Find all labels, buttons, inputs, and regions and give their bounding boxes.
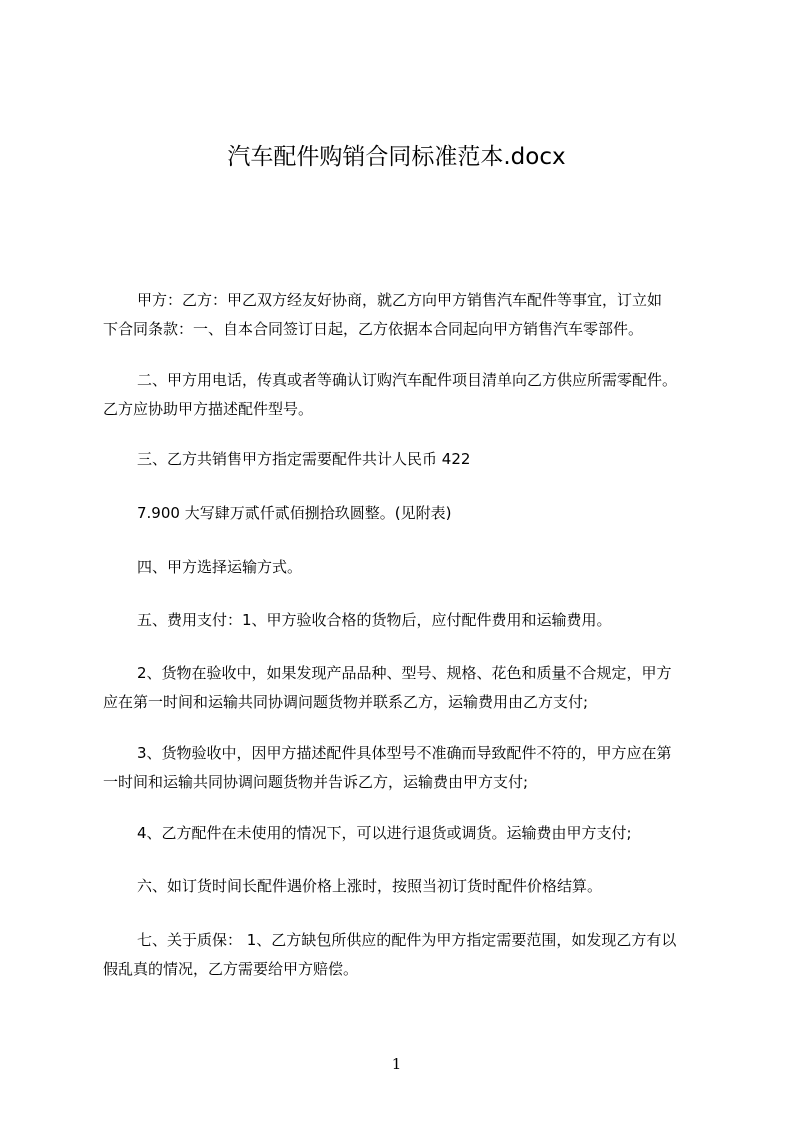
paragraph-amount [103,499,703,528]
page-number: 1 [391,1055,402,1073]
paragraph-clause-2 [103,366,703,424]
paragraph-line: 下合同条款：一、自本合同签订日起，乙方依据本合同起向甲方销售汽车零部件。 [103,320,644,338]
paragraph-line: 假乱真的情况，乙方需要给甲方赔偿。 [103,960,359,978]
paragraph-line: 七、关于质保： 1、乙方缺包所供应的配件为甲方指定需要范围，如发现乙方有以 [137,931,677,949]
paragraph-line: 甲方：乙方：甲乙双方经友好协商，就乙方向甲方销售汽车配件等事宜，订立如 [137,291,663,309]
paragraph-line: 应在第一时间和运输共同协调问题货物并联系乙方，运输费用由乙方支付; [103,693,589,711]
paragraph-line: 4、乙方配件在未使用的情况下，可以进行退货或调货。运输费由甲方支付; [137,824,632,842]
paragraph-line: 7.900 大写肆万贰仟贰佰捌拾玖圆整。(见附表) [137,504,452,522]
paragraph-clause-3 [103,445,703,474]
paragraph-line: 2、货物在验收中，如果发现产品品种、型号、规格、花色和质量不合规定，甲方 [137,664,672,682]
paragraph-line: 三、乙方共销售甲方指定需要配件共计人民币 422 [137,450,471,468]
paragraph-line: 四、甲方选择运输方式。 [137,558,303,576]
document-title: 汽车配件购销合同标准范本.docx [227,144,566,170]
paragraph-clause-5-4 [103,819,703,848]
paragraph-line: 六、如订货时间长配件遇价格上涨时，按照当初订货时配件价格结算。 [137,877,603,895]
paragraph-clause-6 [103,872,703,901]
paragraph-clause-5 [103,606,703,635]
paragraph-clause-5-3 [103,739,703,797]
paragraph-line: 五、费用支付：1、甲方验收合格的货物后，应付配件费用和运输费用。 [137,611,612,629]
paragraph-line: 一时间和运输共同协调问题货物并告诉乙方，运输费由甲方支付; [103,773,529,791]
paragraph-line: 乙方应协助甲方描述配件型号。 [103,400,314,418]
paragraph-clause-7 [103,926,703,984]
paragraph-parties [103,286,703,344]
paragraph-clause-4 [103,553,703,582]
paragraph-clause-5-2 [103,659,703,717]
paragraph-line: 3、货物验收中，因甲方描述配件具体型号不准确而导致配件不符的，甲方应在第 [137,744,672,762]
paragraph-line: 二、甲方用电话，传真或者等确认订购汽车配件项目清单向乙方供应所需零配件。 [137,371,678,389]
